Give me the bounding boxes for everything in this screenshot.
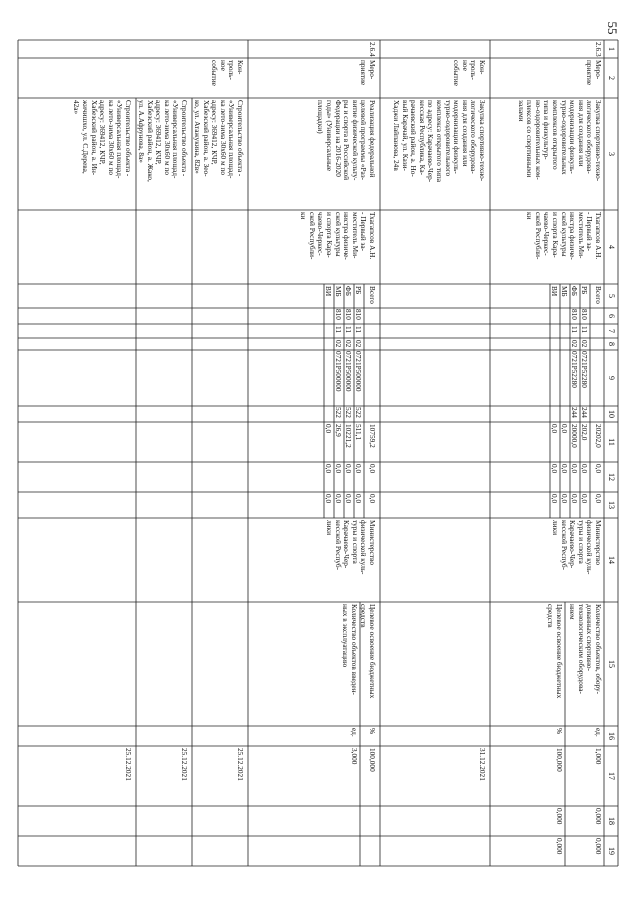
amount-c13: 0,0 [580, 494, 589, 504]
event-date: 31.12.2021 [478, 748, 487, 781]
amount-c12: 0,0 [344, 464, 353, 474]
amount-c13: 0,0 [570, 494, 579, 504]
amount-c12: 0,0 [334, 464, 343, 474]
event-date: 25.12.2021 [124, 748, 133, 781]
section-code: 11 [334, 326, 343, 334]
budget-label: ФБ [570, 286, 579, 296]
col-num: 10 [607, 410, 616, 418]
target-code: 0721P52280 [580, 351, 589, 388]
budget-label: ВИ [550, 286, 559, 297]
unit: ед. [594, 728, 603, 737]
section-code: 11 [580, 326, 589, 334]
amount-c11: 20000,0 [570, 424, 579, 448]
ministry: Министерство физической куль- туры и спорта Карачаево-Чер- кесской Респуб- лики [551, 520, 603, 575]
col-num: 16 [607, 732, 616, 740]
budget-label: МБ [560, 286, 569, 297]
col-num: 12 [607, 473, 616, 481]
amount-c13: 0,0 [560, 494, 569, 504]
event-name: Строительство объекта - «Универсальная площад- ка лето-зима 30х60 м по адресу: 369412, КЧР, Хабезский район, а. Жако, ул. А.Афрунова, 8а» [137, 100, 189, 182]
activity-name: Закупка спортивно-техно- логического оборудова- ния для создания или модернизации физкуль- турно-оздоровительных комплексов открытого типа и физкультур- но-оздоровительных ком- плексов со спортивными залами [516, 100, 603, 182]
amount-c12: 0,0 [560, 464, 569, 474]
amount-c13: 0,0 [324, 494, 333, 504]
target-code: 0721Р500000 [334, 351, 343, 392]
amount-c13: 0,0 [354, 494, 363, 504]
target-code: 0721P52280 [570, 351, 579, 388]
row-type: Меро- приятие [585, 60, 603, 86]
amount-c13: 0,0 [550, 494, 559, 504]
indicator: Количество объектов введен- ных в эксплуатацию [341, 604, 359, 695]
event-name: Строительство объекта - «Универсальная площад- ка лето-зима 30х60 м по адресу: 369412, КЧР, Хабезский район, а. Ин- жичишхо, ул. С.Дерева, 42а» [72, 100, 133, 179]
expense-code: 522 [344, 407, 353, 418]
amount-c11: 0,0 [324, 424, 333, 434]
col-num: 9 [607, 376, 616, 380]
unit: % [368, 728, 377, 735]
amount-c11: 26,9 [334, 424, 343, 437]
gr-code: 810 [334, 309, 343, 320]
amount-c13: 0,0 [334, 494, 343, 504]
subsection-code: 02 [580, 340, 589, 348]
indicator: Количество объектов, обору- дованных спортивно- технологическим оборудова- нием [568, 604, 603, 695]
event-date: 25.12.2021 [236, 748, 245, 781]
value-c17: 1,000 [594, 748, 603, 765]
col-num: 18 [607, 817, 616, 825]
budget-label: ФБ [344, 286, 353, 296]
amount-c12: 0,0 [324, 464, 333, 474]
budget-label: МБ [334, 286, 343, 297]
amount-c13: 0,0 [368, 494, 377, 504]
col-num: 1 [607, 47, 616, 51]
row-type: Кон- троль- ное событие [452, 60, 487, 86]
unit: ед. [350, 728, 359, 737]
activity-name: Реализация федеральной целевой программы «Раз- витие физической культу- ры и спорта в Российской Федерации на 2016-2020 годы» (Универсальные площадки) [316, 100, 377, 181]
value-c17: 100,000 [368, 748, 377, 772]
section-code: 11 [354, 326, 363, 334]
budget-label: Всего [594, 286, 603, 304]
gr-code: 810 [344, 309, 353, 320]
row-number: 2.6.3 [594, 42, 603, 57]
col-num: 3 [607, 152, 616, 156]
row-number: 2.6.4 [368, 42, 377, 57]
col-num: 11 [607, 438, 616, 446]
expense-code: 522 [334, 407, 343, 418]
executor: Тхагапсов А.Н. - Первый за- меститель Ми- нистра физиче- ской культуры и спорта Кара- чаево-Черкес- ской Республи- ки [525, 212, 603, 260]
amount-c11: 202,0 [580, 424, 589, 441]
row-type: Меро- приятие [359, 60, 377, 86]
page-number: 55 [605, 21, 620, 35]
document-table [18, 40, 618, 908]
indicator: Целевое освоение бюджетных средств [359, 604, 377, 699]
expense-code: 522 [354, 407, 363, 418]
indicator: Целевое освоение бюджетных средств [546, 604, 564, 699]
amount-c12: 0,0 [570, 464, 579, 474]
event-name: Строительство объекта - «Универсальная площад- ка лето-зима 30х60 м по адресу: 369412, КЧР, Хабезский район, а. Зео- ко, ул. Атажукина, 82в» [193, 100, 245, 179]
gr-code: 810 [580, 309, 589, 320]
col-num: 14 [607, 556, 616, 564]
col-num: 7 [607, 329, 616, 333]
amount-c12: 0,0 [368, 464, 377, 474]
executor: Тхагапсов А.Н. - Первый за- меститель Ми- нистра физиче- ской культуры и спорта Кара- чаево-Черкес- ской Республи- ки [299, 212, 377, 260]
budget-label: РБ [580, 286, 589, 295]
subsection-code: 02 [354, 340, 363, 348]
target-code: 0721Р500000 [354, 351, 363, 392]
amount-c11: 0,0 [560, 424, 569, 434]
amount-c12: 0,0 [550, 464, 559, 474]
amount-c11: 511,1 [354, 424, 363, 441]
amount-c11: 0,0 [550, 424, 559, 434]
amount-c11: 10759,2 [368, 424, 377, 448]
gr-code: 810 [570, 309, 579, 320]
amount-c13: 0,0 [344, 494, 353, 504]
gr-code: 810 [354, 309, 363, 320]
col-num: 15 [607, 660, 616, 668]
amount-c12: 0,0 [580, 464, 589, 474]
value-c17: 3,000 [350, 748, 359, 765]
budget-label: Всего [368, 286, 377, 304]
amount-c13: 0,0 [594, 494, 603, 504]
subsection-code: 02 [334, 340, 343, 348]
unit: % [555, 728, 564, 735]
amount-c11: 20202,0 [594, 424, 603, 448]
subsection-code: 02 [344, 340, 353, 348]
value-c19: 0,000 [555, 838, 564, 855]
amount-c12: 0,0 [594, 464, 603, 474]
col-num: 17 [607, 772, 616, 780]
row-type: Кон- троль- ное событие [210, 60, 245, 86]
ministry: Министерство физической куль- туры и спорта Карачаево-Чер- кесской Респуб- лики [325, 520, 377, 575]
col-num: 19 [607, 847, 616, 855]
col-num: 4 [607, 245, 616, 249]
expense-code: 244 [570, 407, 579, 418]
col-num: 6 [607, 314, 616, 318]
budget-label: ВИ [324, 286, 333, 297]
event-date: 25.12.2021 [180, 748, 189, 781]
amount-c11: 10221,2 [344, 424, 353, 448]
budget-label: РБ [354, 286, 363, 295]
section-code: 11 [570, 326, 579, 334]
expense-code: 244 [580, 407, 589, 418]
subsection-code: 02 [570, 340, 579, 348]
target-code: 0721Р500000 [344, 351, 353, 392]
section-code: 11 [344, 326, 353, 334]
amount-c12: 0,0 [354, 464, 363, 474]
value-c19: 0,000 [594, 838, 603, 855]
col-num: 5 [607, 294, 616, 298]
col-num: 2 [607, 76, 616, 80]
col-num: 13 [607, 501, 616, 509]
value-c18: 0,000 [594, 808, 603, 825]
value-c18: 0,000 [555, 808, 564, 825]
col-num: 8 [607, 342, 616, 346]
event-name: Закупка спортивно-техно- логического оборудова- ния для создания или модернизации физкуль- турно-оздоровительного комплекса открытого типа по адресу: Карачаево-Чер- кесская Республика, Ка- рачаевский район, а. Но- вый Карачай, ул. Кази- Хаджи Лайпанова, 24в [392, 100, 487, 183]
value-c17: 100,000 [555, 748, 564, 772]
